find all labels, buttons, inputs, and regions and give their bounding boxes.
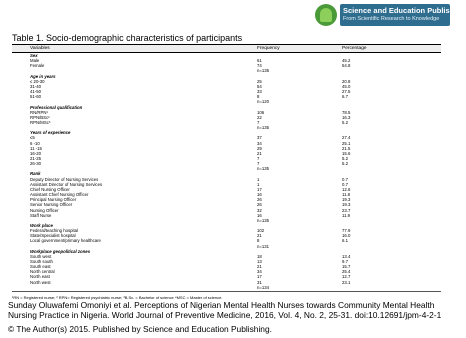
row-label: Chief Nursing Officer <box>30 186 70 192</box>
row-percentage: 19.3 <box>342 202 351 208</box>
row-label: Male <box>30 58 40 64</box>
data-table <box>12 44 441 294</box>
row-label: Workplace geopolitical zones <box>30 248 91 254</box>
row-frequency: n=135 <box>257 166 270 172</box>
row-frequency: n=135 <box>257 68 270 74</box>
table-bottom-rule <box>12 291 441 292</box>
row-frequency: 1 <box>257 181 260 187</box>
row-percentage: 77.9 <box>342 228 351 234</box>
row-percentage: 5.2 <box>342 161 348 167</box>
row-percentage: 19.3 <box>342 197 351 203</box>
row-frequency: 21 <box>257 150 262 156</box>
row-label: South west <box>30 253 52 259</box>
row-frequency: 13 <box>257 259 262 264</box>
row-percentage: 45.2 <box>342 58 351 64</box>
row-percentage: 0.7 <box>342 181 348 187</box>
row-label: Local government/primary healthcare <box>30 238 101 244</box>
row-label: Federal/teaching hospital <box>30 228 79 234</box>
row-percentage: 23.1 <box>342 279 351 285</box>
row-frequency: 16 <box>257 212 262 218</box>
table-title: Table 1. Socio-demographic characteristics of participants <box>12 33 243 43</box>
row-frequency: 54 <box>257 83 262 89</box>
copyright: © The Author(s) 2015. Published by Science and Education Publishing. <box>8 324 272 334</box>
row-frequency: 102 <box>257 228 265 234</box>
row-label: Professional qualification <box>30 104 83 110</box>
table-header <box>12 44 441 53</box>
row-frequency: 37 <box>257 135 262 141</box>
row-frequency: 7 <box>257 119 260 125</box>
row-label: Age in years <box>30 73 56 79</box>
row-label: Assistant Director of Nursing Services <box>30 181 103 187</box>
row-label: 51-60 <box>30 94 41 100</box>
row-percentage: 12.7 <box>342 274 351 280</box>
row-frequency: 22 <box>257 114 262 120</box>
row-frequency: 26 <box>257 202 262 208</box>
row-percentage: 21.5 <box>342 145 351 151</box>
row-label: 31-40 <box>30 83 41 89</box>
row-label: 26-30 <box>30 161 41 167</box>
row-percentage: 16.0 <box>342 233 351 239</box>
row-percentage: 15.7 <box>342 264 351 270</box>
row-percentage: 0.7 <box>342 176 348 182</box>
row-frequency: 1 <box>257 176 260 182</box>
row-label: RPN/MSc³ <box>30 119 51 125</box>
table-row <box>12 285 441 290</box>
row-label: Rank <box>30 171 41 177</box>
leaf-icon <box>315 4 337 26</box>
table-footnote: ¹RN = Registered nurse; ² RPN= Registered psychiatric nurse; ³B.Sc. = Bachelor of science ⁴MSC = Master of science. <box>12 295 223 300</box>
row-label: North east <box>30 274 50 280</box>
row-percentage: 5.2 <box>342 156 348 161</box>
row-percentage: 78.5 <box>342 109 351 115</box>
row-label: 16-20 <box>30 150 41 156</box>
row-frequency: 34 <box>257 269 262 275</box>
row-frequency: 21 <box>257 264 262 270</box>
row-percentage: 16.3 <box>342 114 351 120</box>
publisher-name: Science and Education Publishing <box>343 6 466 15</box>
row-label: Female <box>30 63 45 69</box>
row-frequency: n=135 <box>257 217 270 223</box>
row-frequency: 32 <box>257 207 262 213</box>
row-percentage: 25.4 <box>342 269 351 275</box>
row-label: Nursing Officer <box>30 207 59 213</box>
row-percentage: 5.2 <box>342 119 348 125</box>
row-label: Staff Nurse <box>30 212 52 218</box>
row-frequency: 106 <box>257 109 265 115</box>
row-percentage: 13.4 <box>342 253 351 259</box>
row-frequency: 61 <box>257 58 262 64</box>
row-label: Principal Nursing Officer <box>30 197 77 203</box>
row-label: Assistant Chief Nursing Officer <box>30 192 89 198</box>
header-percentage: Percentage <box>342 46 367 51</box>
row-frequency: 74 <box>257 63 262 69</box>
row-frequency: n=134 <box>257 284 270 290</box>
row-frequency: 18 <box>257 253 262 259</box>
row-percentage: 45.0 <box>342 83 351 89</box>
row-label: North central <box>30 269 55 275</box>
row-label: Sex <box>30 53 38 58</box>
row-percentage: 15.6 <box>342 150 351 156</box>
citation: Sunday Oluwafemi Omoniyi et al. Perceptions of Nigerian Mental Health Nurses towards Community Mental Health Nursing Practice in Nigeria. World Journal of Preventive Medicine, 2016, Vol. 4, No. 2, 25-31. doi:10.12691/jpm-4-2-1 <box>8 300 442 320</box>
row-label: 21-25 <box>30 156 41 161</box>
row-percentage: 27.4 <box>342 135 351 141</box>
row-percentage: 23.7 <box>342 207 351 213</box>
row-label: South south <box>30 259 53 264</box>
row-frequency: n=120 <box>257 99 270 105</box>
row-percentage: 12.6 <box>342 186 351 192</box>
row-percentage: 6.1 <box>342 238 348 244</box>
row-frequency: 7 <box>257 156 260 161</box>
row-frequency: 31 <box>257 279 262 285</box>
row-label: Deputy Director of Nursing Services <box>30 176 99 182</box>
row-frequency: 33 <box>257 89 262 95</box>
row-percentage: 20.8 <box>342 78 351 84</box>
row-label: Years of experience <box>30 130 71 136</box>
row-frequency: n=131 <box>257 243 270 249</box>
row-frequency: 17 <box>257 274 262 280</box>
row-frequency: n=135 <box>257 125 270 131</box>
row-percentage: 9.7 <box>342 259 348 264</box>
row-frequency: 17 <box>257 186 262 192</box>
row-label: North west <box>30 279 51 285</box>
row-frequency: 8 <box>257 238 260 244</box>
row-frequency: 34 <box>257 140 262 146</box>
row-percentage: 6.7 <box>342 94 348 100</box>
row-percentage: 25.1 <box>342 140 351 146</box>
row-frequency: 21 <box>257 233 262 239</box>
publisher-logo <box>315 3 466 27</box>
row-label: South east <box>30 264 51 270</box>
row-frequency: 8 <box>257 94 260 100</box>
row-percentage: 11.9 <box>342 212 351 218</box>
row-percentage: 11.8 <box>342 192 351 198</box>
row-label: 41-50 <box>30 89 41 95</box>
row-percentage: 54.8 <box>342 63 351 69</box>
header-frequency: Frequency <box>257 46 280 51</box>
row-percentage: 27.5 <box>342 89 351 95</box>
row-label: State/Specialist hospital <box>30 233 76 239</box>
header-variables: Variables <box>30 46 50 51</box>
row-frequency: 26 <box>257 197 262 203</box>
row-frequency: 25 <box>257 78 262 84</box>
row-label: ≤5 <box>30 135 35 141</box>
row-label: 11 -15 <box>30 145 42 151</box>
row-label: Senior Nursing Officer <box>30 202 73 208</box>
row-label: Work place <box>30 222 53 228</box>
row-frequency: 29 <box>257 145 262 151</box>
publisher-tagline: From Scientific Research to Knowledge <box>343 16 440 22</box>
row-label: 6 -10 <box>30 140 40 146</box>
row-frequency: 16 <box>257 192 262 198</box>
row-label: RN/RPN¹ <box>30 109 48 115</box>
row-frequency: 7 <box>257 161 260 167</box>
row-label: RPN/BSc² <box>30 114 50 120</box>
row-label: ≤ 20-30 <box>30 78 45 84</box>
